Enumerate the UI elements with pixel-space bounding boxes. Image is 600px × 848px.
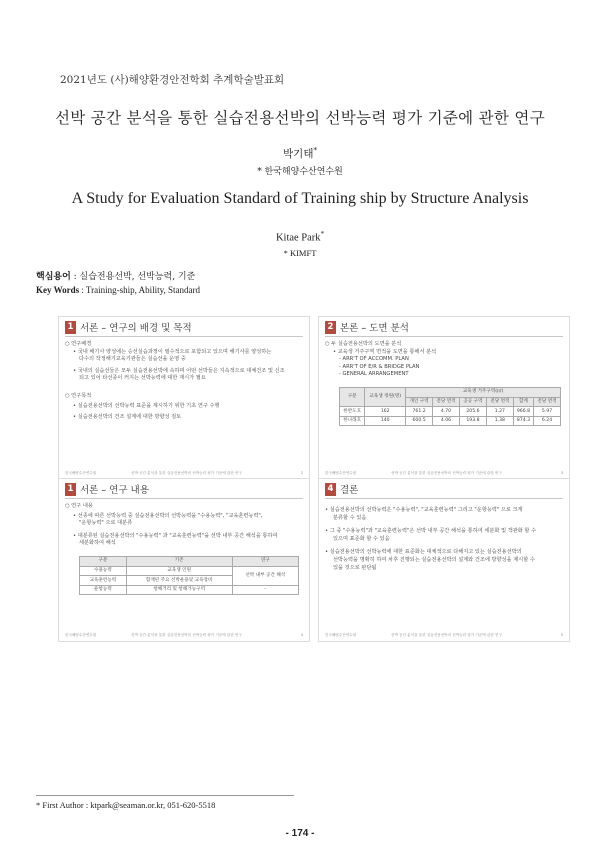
affiliation-english: * KIMFT [283,248,317,258]
table-group-header: 교육생 거주구역(㎡) [406,387,561,397]
list-item: - ARR'T OF E/R & BRIDGE PLAN [339,363,420,370]
slide-footer: 한국해양수산연수원 선박 공간 분석을 통한 실습전용선박의 선박능력 평가 기준에 관한 연구 3 [325,471,563,475]
bullet: • 그 중 "수용능력"과 "교육훈련능력"은 선박 내부 공간 해석을 통하여 세분화 및 객관화 할 수 [325,528,537,535]
section-heading: ○ 두 실습전용선박의 도면을 분석 [325,341,402,347]
bullet: • 국내의 실습선들은 모두 실습전용선박에 속하며 어떤 선박들은 지속적으로 대체건조 및 신조 [73,367,285,374]
table-header: 전당 면적 [433,397,460,407]
slide-drawing-analysis [318,316,570,480]
footnote-rule [36,795,294,796]
conference-name: 2021년도 (사)해양환경안전학회 추계학술발표회 [60,74,285,86]
slide-divider [325,498,563,499]
bullet-cont: 세분화하여 해석 [79,540,116,547]
table-header: 구분 [340,387,365,406]
bullet: • 대분류된 실습전용선박의 "수용능력" 과 "교육훈련능력"을 선박 내부 공간 해석을 통하여 [73,532,278,539]
table-row: 교육훈련능력 함재된 주요 선박운용및 교육장비 [80,576,299,586]
slide-number: 4 [325,483,336,496]
slide-body [65,341,303,422]
bullet-cont: 선박능력을 명확히 하여 차후 진행되는 실습전용선박의 설계와 건조에 방향성을 제시할 수 [333,556,535,563]
slide-body [65,503,303,595]
bullet: • 실습전용선박의 건조 설계에 대한 방향성 검토 [73,414,182,421]
slide-conclusion [318,478,570,642]
list-item: - GENERAL ARRANGEMENT [339,371,409,378]
bullet-cont: 있으며 표준화 할 수 있음 [333,535,390,542]
accommodation-table [339,387,561,426]
author-mark: * [313,146,317,155]
slide-number: 1 [65,321,76,334]
bullet-cont: 분류할 수 있음 [333,514,367,521]
keywords-english: Key Words : Training-ship, Ability, Standard [36,285,201,295]
slide-divider [65,336,303,337]
slide-divider [65,498,303,499]
slide-intro-background [58,316,310,480]
slide-title: 서론 – 연구의 배경 및 목적 [80,323,192,334]
slide-title: 서론 – 연구 내용 [80,485,149,496]
slide-intro-content [58,478,310,642]
bullet-cont: 다수의 작정해기교육기관들은 실습선을 운영 중 [79,356,186,363]
bullet: • 교육생 거주구역 면적을 도면을 통해서 분석 [333,348,437,355]
section-heading: ○ 연구배경 [65,341,92,347]
section-heading: ○ 연구목적 [65,392,92,399]
slide-number: 1 [65,483,76,496]
affiliation-korean: * 한국해양수산연수원 [257,167,343,177]
table-header: 개인 구역 [406,397,433,407]
slide-number: 2 [325,321,336,334]
author-english: Kitae Park* [275,230,325,244]
table-header: 전당 면적 [534,397,561,407]
slide-divider [325,336,563,337]
list-item: - ARR'T OF ACCOMM. PLAN [339,356,409,363]
author-korean: 박기태* [283,146,317,160]
table-row: 한나래호 140 600.5 4.06 193.8 1.38 874.3 6.24 [340,416,561,426]
bullet: • 실습전용선박의 선박능력 표준을 제시하기 위한 기초 연구 수행 [73,402,220,409]
table-header: 공공 구역 [459,397,486,407]
bullet: • 실습전용선박의 선박능력은 "수용능력", "교육훈련능력" 그리고 "운항능력" 으로 크게 [325,507,523,513]
bullet-cont: "운항능력" 으로 대분류 [79,520,133,527]
footnote: * First Author : ktpark@seaman.or.kr, 051-620-5518 [36,800,216,810]
bullet-cont: 되고 있어 타선종이 커지는 선박능력에 대한 재시가 필요 [79,375,206,382]
bullet: • 선종에 따른 선박능력 중 실습전용선박의 선박능력을 "수용능력", "교육훈련능력", [73,512,263,519]
table-header: 연구 [232,556,298,566]
table-header: 전당 면적 [486,397,513,407]
table-header: 구분 [80,556,127,566]
bullet: • 국내 해기사 양성에는 승선실습과정이 필수적으로 포함되고 있으며 해기사를 양성하는 [73,348,272,355]
slide-body [325,341,563,426]
slide-footer: 한국해양수산연수원 선박 공간 분석을 통한 실습전용선박의 선박능력 평가 기준에 관한 연구 5 [325,633,563,637]
slide-footer: 한국해양수산연수원 선박 공간 분석을 통한 실습전용선박의 선박능력 평가 기준에 관한 연구 2 [65,471,303,475]
slide-footer: 한국해양수산연수원 선박 공간 분석을 통한 실습전용선박의 선박능력 평가 기준에 관한 연구 4 [65,633,303,637]
slide-title: 결론 [340,485,359,496]
table-header: 교육생 정원(명) [365,387,406,406]
paper-title-korean: 선박 공간 분석을 통한 실습전용선박의 선박능력 평가 기준에 관한 연구 [55,109,545,127]
bullet: • 실습전용선박의 선박능력에 대한 표준화는 대체적으로 다해지고 있는 실습전용선박의 [325,549,522,556]
table-header: 기존 [126,556,232,566]
slide-body [325,507,563,572]
bullet-cont: 있을 것으로 판단됨 [333,564,377,571]
table-row: 운항능력 항해거리 및 항해가능구역 – [80,585,299,595]
table-row: 수용능력 교육생 인원 선박 내부 공간 해석 [80,566,299,576]
page-number: - 174 - [285,828,315,839]
keywords-korean: 핵심용어 : 실습전용선박, 선박능력, 기준 [36,272,196,282]
classification-table [79,556,299,595]
table-row: 한반도호 162 761.2 4.70 205.6 1.27 966.8 5.97 [340,407,561,417]
slide-title: 본론 – 도면 분석 [340,323,409,334]
author-mark-en: * [320,230,325,238]
table-header: 합계 [513,397,533,407]
paper-title-english: A Study for Evaluation Standard of Training ship by Structure Analysis [71,190,529,207]
section-heading: ○ 연구 내용 [65,503,93,509]
